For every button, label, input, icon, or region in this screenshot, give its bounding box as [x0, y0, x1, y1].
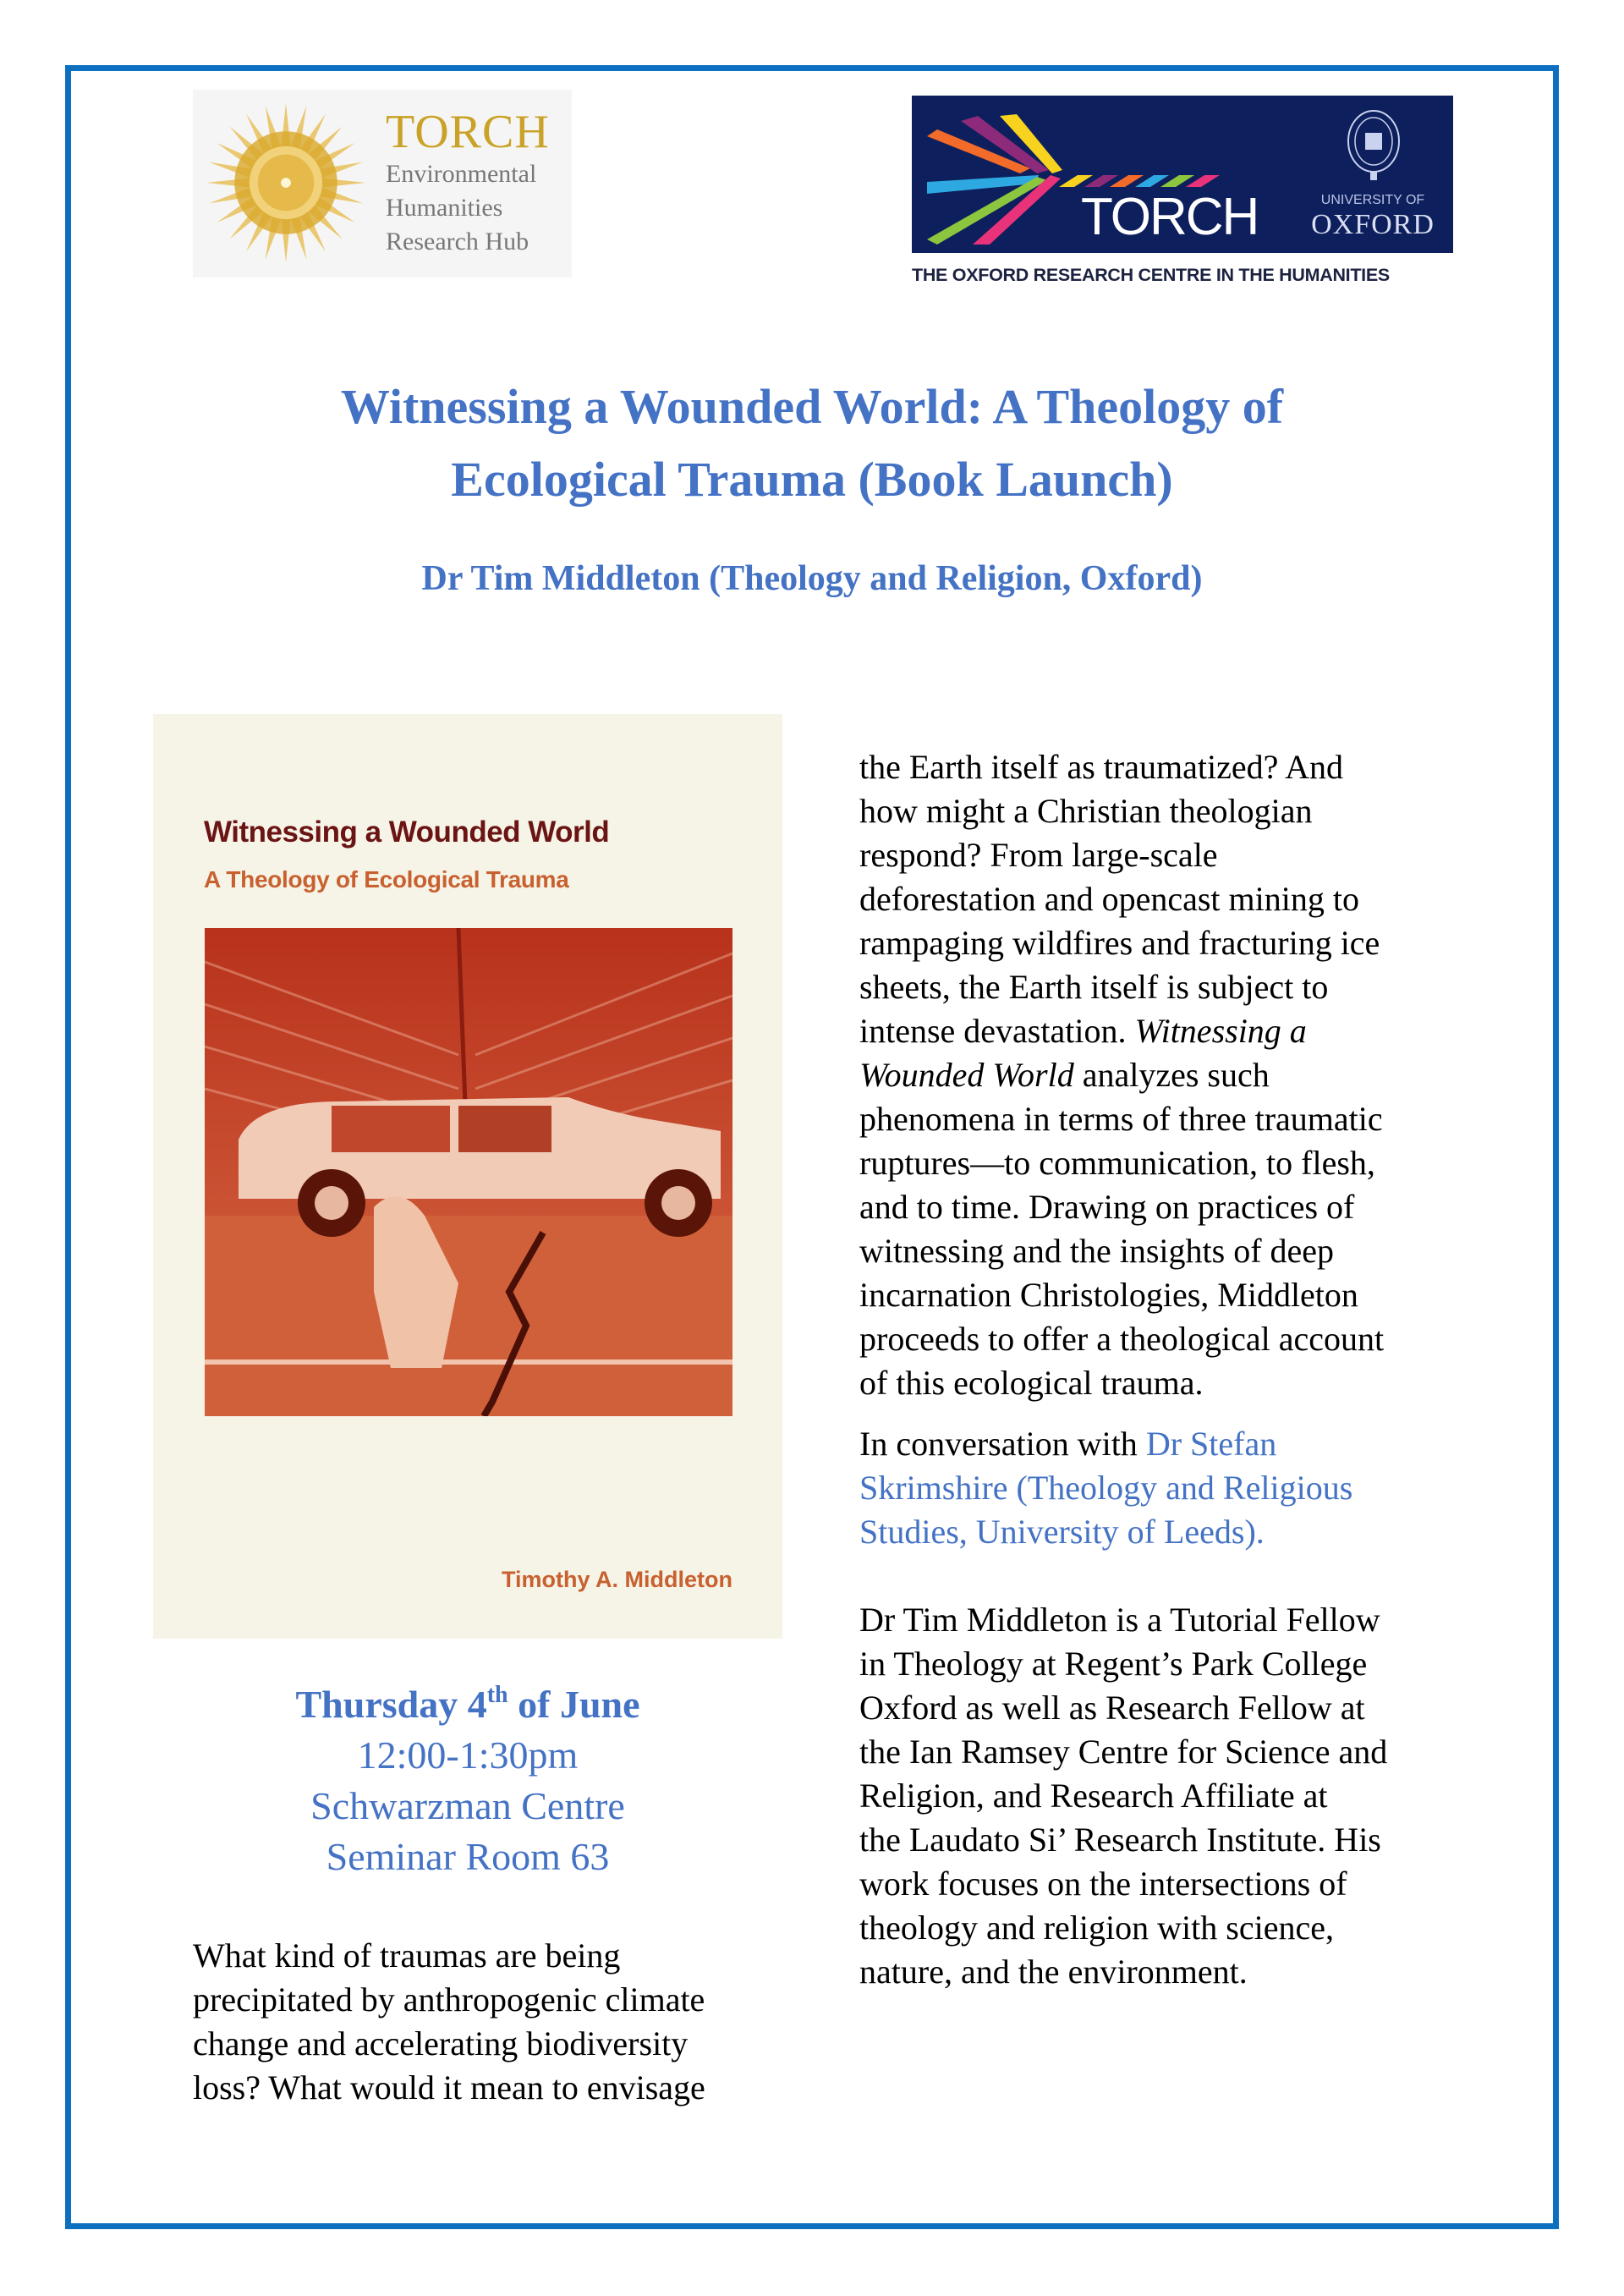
text-span: intense devastation.	[859, 1012, 1135, 1050]
text-line: loss? What would it mean to envisage	[193, 2068, 705, 2106]
torch-logo	[912, 96, 1296, 253]
description-left	[193, 1934, 785, 2110]
text-line: deforestation and opencast mining to	[859, 880, 1359, 918]
torch-wordmark: TORCH	[1081, 188, 1259, 246]
event-time: 12:00-1:30pm	[357, 1733, 579, 1777]
book-title-italic: Wounded World	[859, 1056, 1074, 1094]
event-month: of June	[508, 1683, 640, 1726]
guest-speaker: Dr Stefan	[1145, 1425, 1277, 1463]
bio-line: nature, and the environment.	[859, 1953, 1248, 1991]
cover-illustration	[205, 928, 732, 1416]
text-line: incarnation Christologies, Middleton	[859, 1276, 1358, 1314]
event-details	[153, 1679, 782, 1882]
bio-line: Oxford as well as Research Fellow at	[859, 1689, 1365, 1727]
text-line: witnessing and the insights of deep	[859, 1232, 1335, 1270]
text-line: change and accelerating biodiversity	[193, 2024, 689, 2063]
bio-line: work focuses on the intersections of	[859, 1865, 1347, 1903]
car-and-crack-illustration	[205, 928, 732, 1416]
env-hub-line: Humanities	[386, 194, 503, 222]
text-span: analyzes such	[1073, 1056, 1270, 1094]
env-hub-line: Environmental	[386, 160, 537, 188]
event-room: Seminar Room 63	[326, 1835, 610, 1878]
text-line: sheets, the Earth itself is subject to	[859, 968, 1329, 1006]
bio-line: Dr Tim Middleton is a Tutorial Fellow	[859, 1601, 1380, 1639]
text-line: respond? From large-scale	[859, 836, 1218, 874]
cover-title: Witnessing a Wounded World	[204, 816, 610, 849]
event-venue: Schwarzman Centre	[310, 1784, 625, 1827]
bio-line: the Ian Ramsey Centre for Science and	[859, 1733, 1388, 1771]
oxford-university-label: UNIVERSITY OF	[1320, 193, 1425, 207]
text-line: phenomena in terms of three traumatic	[859, 1100, 1383, 1138]
text-line: how might a Christian theologian	[859, 792, 1313, 830]
env-hub-line: Research Hub	[386, 228, 529, 255]
description-right	[859, 745, 1502, 1994]
event-title-line: Witnessing a Wounded World: A Theology of	[340, 379, 1284, 434]
text-line: ruptures—to communication, to flesh,	[859, 1144, 1375, 1182]
event-title	[118, 371, 1506, 516]
bio-line: theology and religion with science,	[859, 1909, 1334, 1947]
book-cover-image	[153, 714, 782, 1639]
event-date	[153, 1679, 782, 1730]
text-line: and to time. Drawing on practices of	[859, 1188, 1355, 1226]
oxford-crest-icon	[1345, 107, 1402, 182]
cover-subtitle: A Theology of Ecological Trauma	[204, 866, 569, 893]
torch-env-humanities-logo	[193, 90, 572, 277]
text-line: precipitated by anthropogenic climate	[193, 1980, 705, 2019]
event-day-suffix: th	[486, 1682, 508, 1708]
oxford-logo	[1292, 96, 1453, 253]
conversation-line	[859, 1422, 1502, 1466]
conversation-prefix: In conversation with	[859, 1425, 1146, 1463]
env-hub-title: TORCH	[386, 106, 550, 158]
cover-author: Timothy A. Middleton	[502, 1567, 732, 1592]
text-line: rampaging wildfires and fracturing ice	[859, 924, 1380, 962]
text-line: What kind of traumas are being	[193, 1936, 621, 1975]
event-title-line: Ecological Trauma (Book Launch)	[451, 452, 1173, 507]
event-day: Thursday 4	[295, 1683, 487, 1726]
torch-tagline: THE OXFORD RESEARCH CENTRE IN THE HUMANITIES	[912, 265, 1390, 285]
guest-speaker: Studies, University of Leeds).	[859, 1513, 1265, 1551]
sunburst-icon	[203, 100, 369, 266]
text-line: of this ecological trauma.	[859, 1364, 1204, 1402]
oxford-wordmark: OXFORD	[1311, 209, 1435, 240]
text-line	[859, 1053, 1502, 1097]
text-line: the Earth itself as traumatized? And	[859, 748, 1344, 786]
guest-speaker: Skrimshire (Theology and Religious	[859, 1469, 1353, 1507]
bio-line: in Theology at Regent’s Park College	[859, 1645, 1368, 1683]
book-title-italic: Witnessing a	[1134, 1012, 1307, 1050]
bio-line: Religion, and Research Affiliate at	[859, 1777, 1328, 1815]
text-line	[859, 1009, 1502, 1053]
bio-line: the Laudato Si’ Research Institute. His	[859, 1821, 1381, 1859]
text-line: proceeds to offer a theological account	[859, 1320, 1385, 1358]
speaker-heading: Dr Tim Middleton (Theology and Religion, Oxford)	[421, 559, 1203, 598]
